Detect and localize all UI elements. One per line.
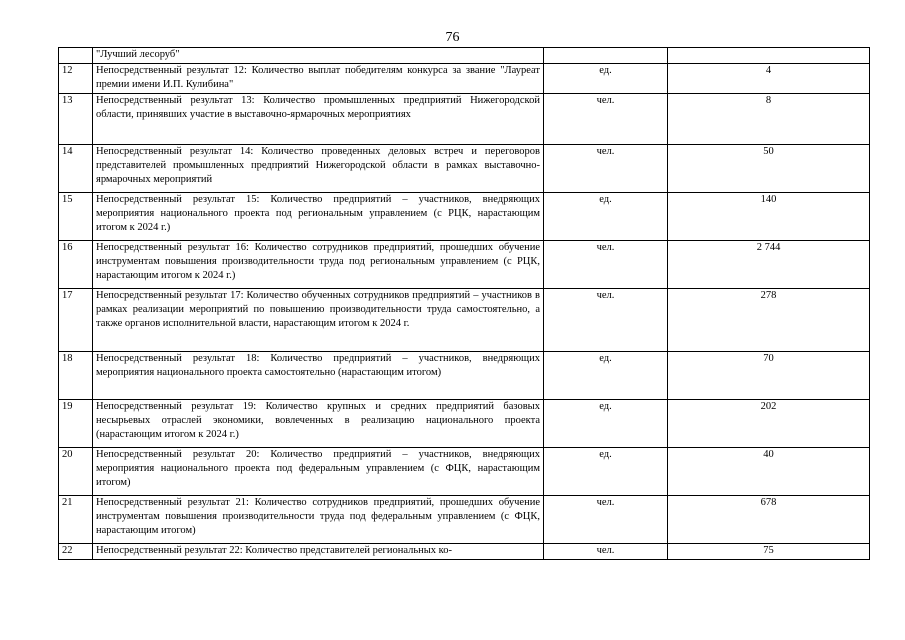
row-value: 678 (668, 496, 870, 544)
row-value: 140 (668, 193, 870, 241)
row-name: Непосредственный результат 17: Количество обученных сотрудников предприятий – участников в рамках реализации мероприятий по повышению производительности труда самостоятельно, а также органов исполнительной власти, нарастающим итогом к 2024 г. (93, 289, 544, 352)
row-unit: ед. (544, 193, 668, 241)
row-number: 13 (59, 94, 93, 145)
row-name: Непосредственный результат 19: Количество крупных и средних предприятий базовых несырьевых отраслей экономики, вовлеченных в реализацию национального проекта (нарастающим итогом к 2024 г.) (93, 400, 544, 448)
results-table-body (59, 48, 870, 560)
table-row (59, 448, 870, 496)
row-name: Непосредственный результат 12: Количество выплат победителям конкурса за звание "Лауреат премии имени И.П. Кулибина" (93, 64, 544, 94)
row-number: 15 (59, 193, 93, 241)
table-row (59, 544, 870, 560)
row-value: 202 (668, 400, 870, 448)
row-unit: ед. (544, 448, 668, 496)
table-row (59, 352, 870, 400)
row-name: Непосредственный результат 13: Количество промышленных предприятий Нижегородской области, принявших участие в выставочно-ярмарочных мероприятиях (93, 94, 544, 145)
page-number: 76 (445, 30, 460, 45)
row-unit: чел. (544, 289, 668, 352)
row-number (59, 48, 93, 64)
row-value: 8 (668, 94, 870, 145)
row-unit: ед. (544, 400, 668, 448)
row-unit: чел. (544, 496, 668, 544)
table-row (59, 64, 870, 94)
table-row (59, 145, 870, 193)
row-value: 2 744 (668, 241, 870, 289)
table-row (59, 94, 870, 145)
row-name: Непосредственный результат 14: Количество проведенных деловых встреч и переговоров представителей промышленных предприятий Нижегородской области в рамках выставочно-ярмарочных мероприятий (93, 145, 544, 193)
row-name: Непосредственный результат 16: Количество сотрудников предприятий, прошедших обучение инструментам повышения производительности труда под региональным управлением (с РЦК, нарастающим итогом к 2024 г.) (93, 241, 544, 289)
row-number: 21 (59, 496, 93, 544)
row-unit: чел. (544, 145, 668, 193)
table-row-continuation (59, 48, 870, 64)
row-name: Непосредственный результат 21: Количество сотрудников предприятий, прошедших обучение инструментам повышения производительности труда под федеральным управлением (с ФЦК, нарастающим итогом) (93, 496, 544, 544)
row-unit: чел. (544, 544, 668, 560)
row-number: 18 (59, 352, 93, 400)
row-value: 75 (668, 544, 870, 560)
row-name: Непосредственный результат 22: Количество представителей региональных ко- (93, 544, 544, 560)
row-number: 22 (59, 544, 93, 560)
table-row (59, 289, 870, 352)
row-value: 50 (668, 145, 870, 193)
row-name: "Лучший лесоруб" (93, 48, 544, 64)
row-unit: чел. (544, 94, 668, 145)
table-row (59, 400, 870, 448)
row-value: 278 (668, 289, 870, 352)
table-row (59, 496, 870, 544)
row-number: 16 (59, 241, 93, 289)
results-table (58, 47, 870, 560)
row-unit (544, 48, 668, 64)
row-unit: чел. (544, 241, 668, 289)
row-value: 4 (668, 64, 870, 94)
row-value: 70 (668, 352, 870, 400)
row-name: Непосредственный результат 20: Количество предприятий – участников, внедряющих мероприятия национального проекта под федеральным управлением (с ФЦК, нарастающим итогом) (93, 448, 544, 496)
table-row (59, 241, 870, 289)
row-number: 19 (59, 400, 93, 448)
row-value (668, 48, 870, 64)
row-name: Непосредственный результат 15: Количество предприятий – участников, внедряющих мероприятия национального проекта под региональным управлением (с РЦК, нарастающим итогом к 2024 г.) (93, 193, 544, 241)
row-unit: ед. (544, 64, 668, 94)
row-number: 14 (59, 145, 93, 193)
row-value: 40 (668, 448, 870, 496)
row-number: 20 (59, 448, 93, 496)
row-unit: ед. (544, 352, 668, 400)
row-number: 12 (59, 64, 93, 94)
row-name: Непосредственный результат 18: Количество предприятий – участников, внедряющих мероприятия национального проекта самостоятельно (нарастающим итогом) (93, 352, 544, 400)
table-row (59, 193, 870, 241)
row-number: 17 (59, 289, 93, 352)
